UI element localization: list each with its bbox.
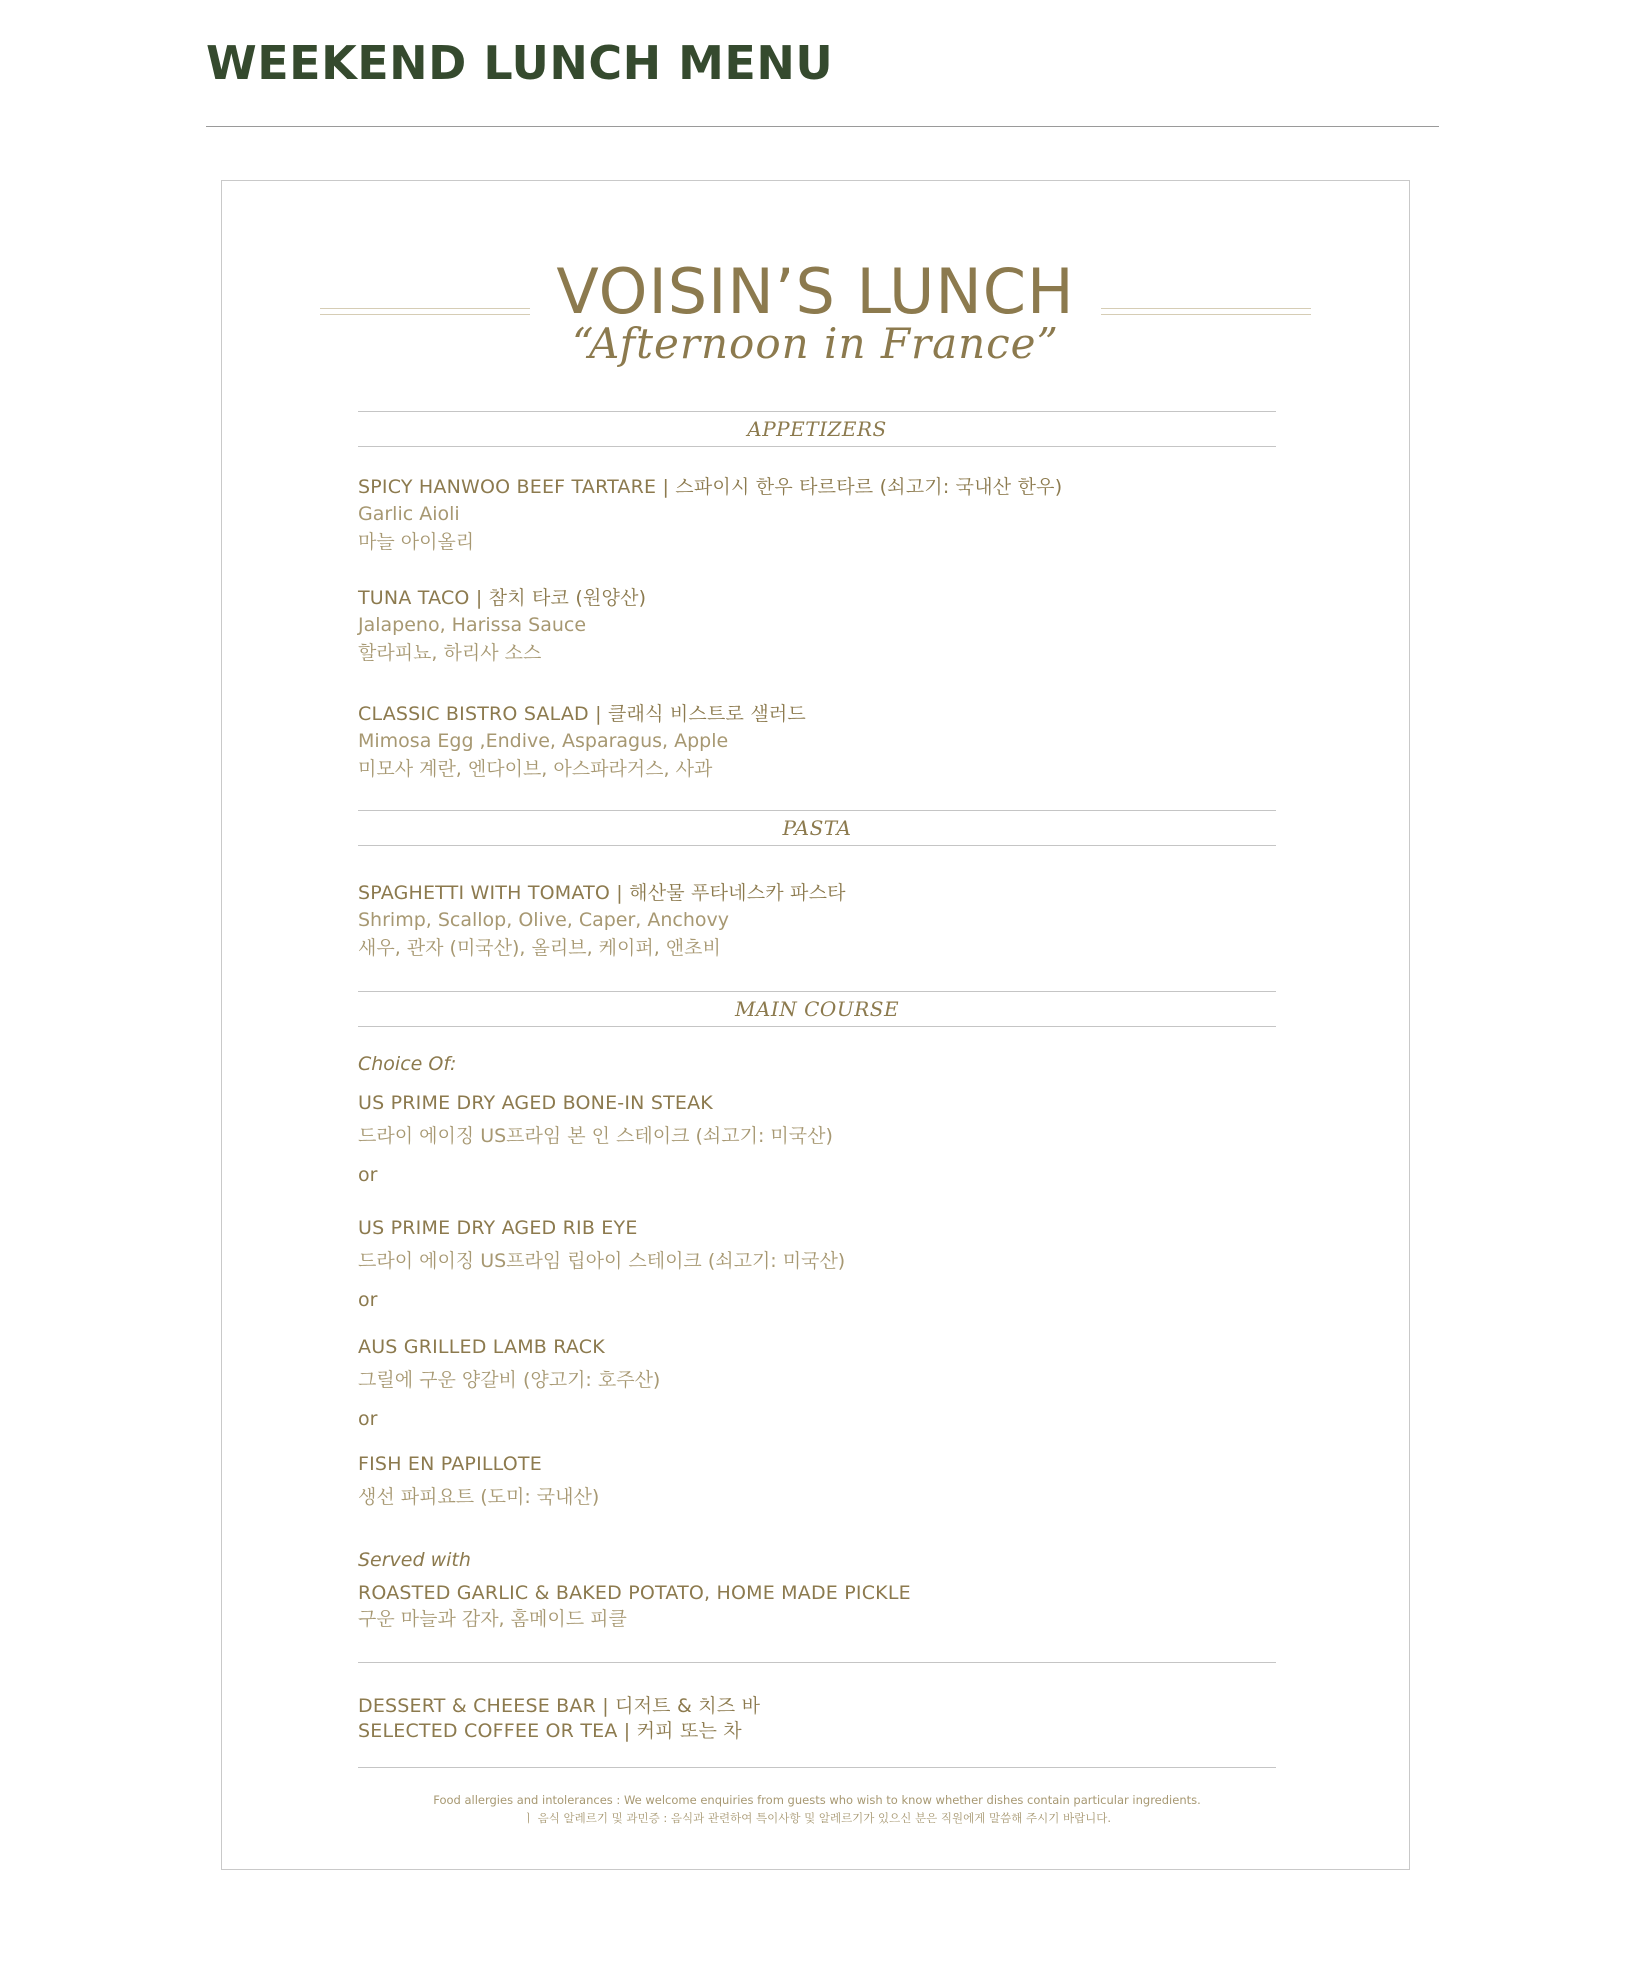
- dish-name: US PRIME DRY AGED BONE-IN STEAK: [358, 1092, 713, 1114]
- dish-name: SPAGHETTI WITH TOMATO | 해산물 푸타네스카 파스타: [358, 882, 846, 904]
- side-dish-korean: 구운 마늘과 감자, 홈메이드 피클: [358, 1608, 627, 1630]
- dish-name: TUNA TACO | 참치 타코 (원양산): [358, 587, 647, 609]
- page-heading: WEEKEND LUNCH MENU: [206, 36, 834, 90]
- dish-description-korean: 생선 파피요트 (도미: 국내산): [358, 1486, 600, 1508]
- dessert-line: DESSERT & CHEESE BAR | 디저트 & 치즈 바: [358, 1695, 761, 1717]
- section-title-pasta: PASTA: [358, 810, 1276, 846]
- section-title-main-course: MAIN COURSE: [358, 991, 1276, 1027]
- or-separator: or: [358, 1289, 378, 1311]
- allergy-notice-korean: ㅣ 음식 알레르기 및 과민증 : 음식과 관련하여 특이사항 및 알레르기가 있으신 분은 직원에게 말씀해 주시기 바랍니다.: [522, 1811, 1112, 1825]
- dish-description-korean: 할라피뇨, 하리사 소스: [358, 642, 542, 664]
- or-separator: or: [358, 1408, 378, 1430]
- dish-description-korean: 그릴에 구운 양갈비 (양고기: 호주산): [358, 1369, 661, 1391]
- coffee-line: SELECTED COFFEE OR TEA | 커피 또는 차: [358, 1720, 742, 1742]
- section-title-appetizers: APPETIZERS: [358, 411, 1276, 447]
- dish-name: US PRIME DRY AGED RIB EYE: [358, 1217, 638, 1239]
- dish-description-korean: 새우, 관자 (미국산), 올리브, 케이퍼, 앤초비: [358, 937, 721, 959]
- dish-description-korean: 드라이 에이징 US프라임 립아이 스테이크 (쇠고기: 미국산): [358, 1250, 846, 1272]
- side-dish-name: ROASTED GARLIC & BAKED POTATO, HOME MADE PICKLE: [358, 1582, 911, 1604]
- menu-subtitle: “Afternoon in France”: [571, 319, 1060, 368]
- choice-label: Choice Of:: [358, 1053, 457, 1075]
- dish-description-korean: 마늘 아이올리: [358, 531, 475, 553]
- menu-card: [221, 180, 1410, 1870]
- dish-name: CLASSIC BISTRO SALAD | 클래식 비스트로 샐러드: [358, 703, 806, 725]
- dish-description: Mimosa Egg ,Endive, Asparagus, Apple: [358, 730, 729, 752]
- allergy-notice-english: Food allergies and intolerances : We welcome enquiries from guests who wish to know whether dishes contain particular ingredients.: [433, 1793, 1201, 1807]
- divider: [358, 1767, 1276, 1768]
- served-with-label: Served with: [358, 1549, 471, 1571]
- dish-name: AUS GRILLED LAMB RACK: [358, 1336, 605, 1358]
- dish-description: Shrimp, Scallop, Olive, Caper, Anchovy: [358, 909, 730, 931]
- dish-name: SPICY HANWOO BEEF TARTARE | 스파이시 한우 타르타르 (쇠고기: 국내산 한우): [358, 476, 1063, 498]
- dish-description: Jalapeno, Harissa Sauce: [358, 614, 587, 636]
- menu-title: VOISIN’S LUNCH: [556, 255, 1075, 328]
- or-separator: or: [358, 1164, 378, 1186]
- dish-description-korean: 드라이 에이징 US프라임 본 인 스테이크 (쇠고기: 미국산): [358, 1125, 833, 1147]
- dish-name: FISH EN PAPILLOTE: [358, 1453, 542, 1475]
- heading-divider: [206, 126, 1439, 127]
- dish-description: Garlic Aioli: [358, 503, 460, 525]
- dish-description-korean: 미모사 계란, 엔다이브, 아스파라거스, 사과: [358, 758, 713, 780]
- divider: [358, 1662, 1276, 1663]
